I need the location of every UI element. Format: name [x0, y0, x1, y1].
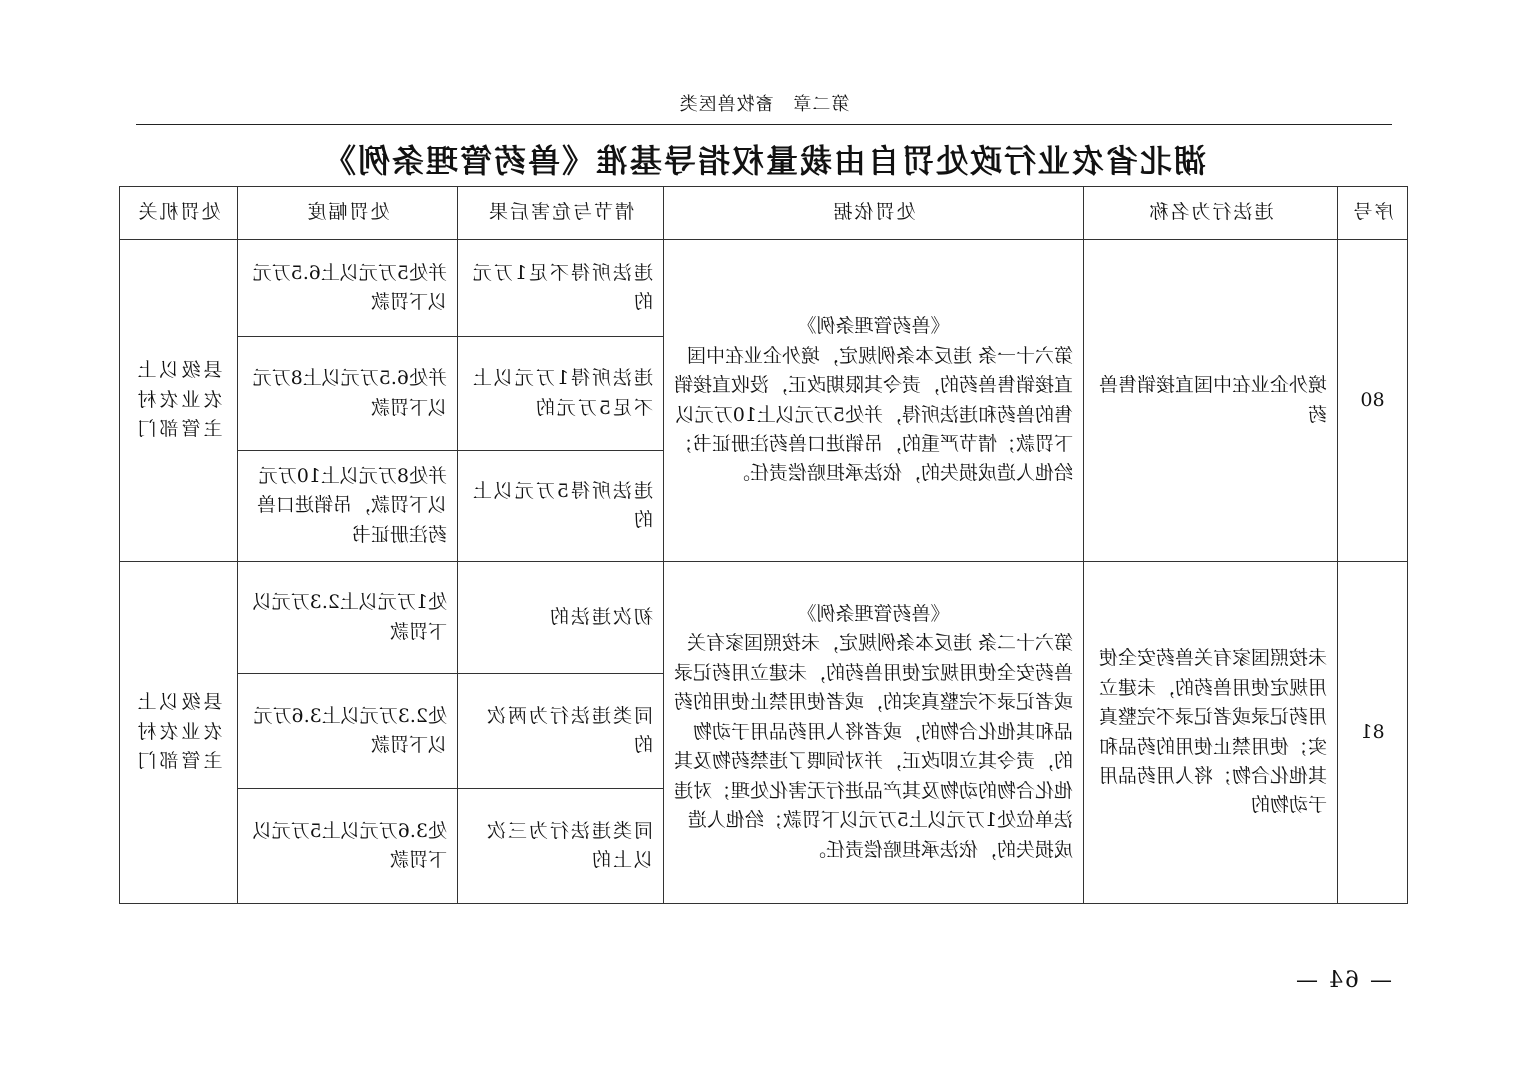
- column-header-penalty: 处罚幅度: [238, 187, 458, 240]
- violation-name: 未按照国家有关兽药安全使用规定使用兽药的，未建立用药记录或者记录不完整真实；使用禁止使用的药品和其他化合物；将人用药品用于动物的: [1084, 562, 1338, 904]
- law-title: 《兽药管理条例》: [797, 603, 950, 626]
- penalty-table: [119, 186, 1408, 904]
- circumstance-cell: 违法所得5万元以上的: [458, 451, 664, 562]
- table-header-row: [120, 187, 1408, 240]
- column-header-basis: 处罚依据: [664, 187, 1084, 240]
- row-seq: 81: [1338, 562, 1408, 904]
- violation-name: 境外企业在中国直接销售兽药: [1084, 240, 1338, 562]
- page-title: 湖北省农业行政处罚自由裁量权指导基准《兽药管理条例》: [322, 142, 1207, 180]
- penalty-range-cell: 处1万元以上2.3万元以下罚款: [238, 562, 458, 674]
- chapter-label: 第二章: [792, 94, 850, 115]
- header-divider: [136, 124, 1392, 125]
- row-seq: 80: [1338, 240, 1408, 562]
- page-number: — 64 —: [1294, 968, 1392, 993]
- table-row: [120, 562, 1408, 674]
- circumstance-cell: 违法所得不足1万元的: [458, 240, 664, 337]
- table-row: [120, 240, 1408, 337]
- column-header-violation: 违法行为名称: [1084, 187, 1338, 240]
- penalty-authority: 县级以上农业农村主管部门: [120, 240, 238, 562]
- penalty-range-cell: 并处5万元以上6.5万元以下罚款: [238, 240, 458, 337]
- column-header-authority: 处罚机关: [120, 187, 238, 240]
- penalty-range-cell: 处2.3万元以上3.6万元以下罚款: [238, 674, 458, 789]
- circumstance-cell: 同类违法行为两次的: [458, 674, 664, 789]
- circumstance-cell: 同类违法行为三次以上的: [458, 789, 664, 904]
- chapter-header: [136, 90, 1392, 116]
- law-article: 第六十二条 违反本条例规定，未按照国家有关兽药安全使用规定使用兽药的，未建立用药记录或者记录不完整真实的，或者使用禁止使用的药品和其他化合物的，或者将人用药品用于动物的，责令其立即改正，并对饲喂了违禁药物及其他化合物的动物及其产品进行无害化处理；对违法单位处1万元以上5万元以下罚款；给他人造成损失的，依法承担赔偿责任。: [673, 632, 1073, 861]
- column-header-circumstances: 情节与危害后果: [458, 187, 664, 240]
- penalty-basis: [664, 240, 1084, 562]
- penalty-range-cell: 并处8万元以上10万元以下罚款，吊销进口兽药注册证书: [238, 451, 458, 562]
- chapter-category: 畜牧兽医类: [678, 94, 774, 115]
- column-header-seq: 序号: [1338, 187, 1408, 240]
- penalty-authority: 县级以上农业农村主管部门: [120, 562, 238, 904]
- penalty-basis: [664, 562, 1084, 904]
- circumstance-cell: 违法所得1万元以上不足5万元的: [458, 337, 664, 451]
- law-article: 第六十一条 违反本条例规定，境外企业在中国直接销售兽药的，责令其限期改正，没收直接销售的兽药和违法所得，并处5万元以上10万元以下罚款；情节严重的，吊销进口兽药注册证书；给他人造成损失的，依法承担赔偿责任。: [673, 344, 1073, 485]
- law-title: 《兽药管理条例》: [797, 315, 950, 338]
- penalty-range-cell: 处3.6万元以上5万元以下罚款: [238, 789, 458, 904]
- penalty-range-cell: 并处6.5万元以上8万元以下罚款: [238, 337, 458, 451]
- circumstance-cell: 初次违法的: [458, 562, 664, 674]
